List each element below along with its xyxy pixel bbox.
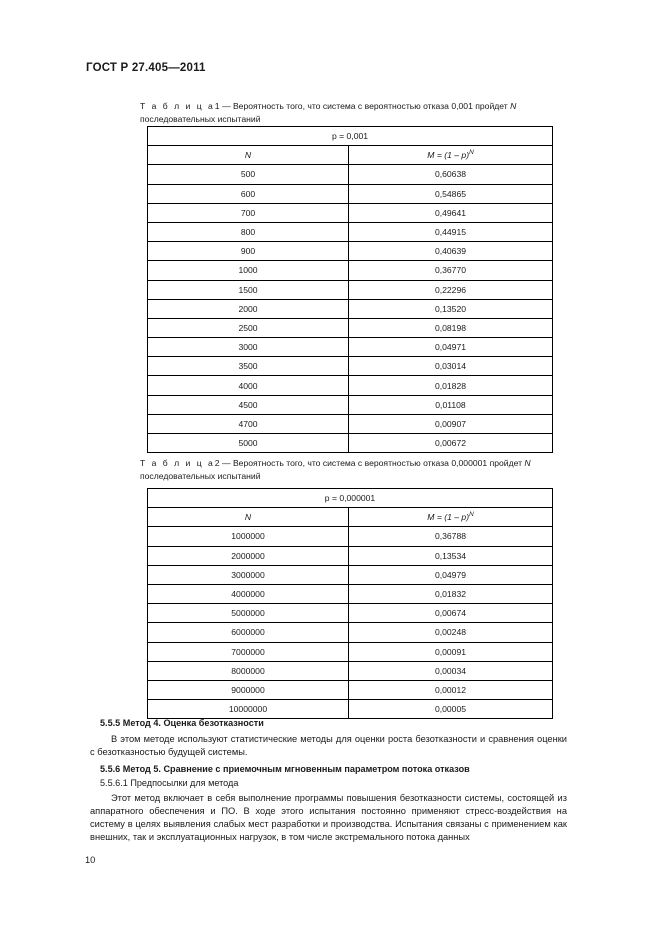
table-cell-n: 2500 [148, 318, 349, 337]
table-cell-n: 4700 [148, 414, 349, 433]
table-row [148, 414, 553, 433]
table-cell-n: 4000 [148, 376, 349, 395]
table-row [148, 127, 553, 146]
section-heading-5-5-6: 5.5.6 Метод 5. Сравнение с приемочным мгновенным параметром потока отказов [100, 764, 470, 774]
table-row [148, 642, 553, 661]
table-cell-n: 4000000 [148, 584, 349, 603]
table-cell-m: 0,40639 [349, 242, 553, 261]
table-2-title-cell: p = 0,000001 [148, 489, 553, 508]
table-cell-n: 700 [148, 203, 349, 222]
document-header: ГОСТ Р 27.405—2011 [86, 62, 206, 74]
table-cell-m: 0,01828 [349, 376, 553, 395]
table-cell-m: 0,44915 [349, 222, 553, 241]
table-row [148, 184, 553, 203]
table-row [148, 242, 553, 261]
table-row [148, 604, 553, 623]
table-cell-n: 1000 [148, 261, 349, 280]
table-cell-n: 9000000 [148, 680, 349, 699]
table-cell-n: 2000000 [148, 546, 349, 565]
table-cell-m: 0,00674 [349, 604, 553, 623]
table-row [148, 338, 553, 357]
table-cell-m: 0,01832 [349, 584, 553, 603]
section-subheading-5-5-6-1: 5.5.6.1 Предпосылки для метода [100, 778, 239, 788]
table-cell-m: 0,60638 [349, 165, 553, 184]
probability-table-2 [147, 488, 553, 719]
table-cell-m: 0,00091 [349, 642, 553, 661]
table-1-header-n: N [148, 146, 349, 165]
table-2-caption-text: — Вероятность того, что система с вероятностью отказа 0,000001 пройдет [221, 458, 525, 468]
table-row [148, 165, 553, 184]
table-row [148, 222, 553, 241]
page-number: 10 [85, 855, 96, 865]
table-cell-n: 3500 [148, 357, 349, 376]
table-cell-n: 900 [148, 242, 349, 261]
table-row [148, 546, 553, 565]
table-row [148, 376, 553, 395]
table-cell-n: 6000000 [148, 623, 349, 642]
table-cell-n: 8000000 [148, 661, 349, 680]
table-cell-n: 5000 [148, 434, 349, 453]
probability-table-1 [147, 126, 553, 453]
table-1-caption [140, 100, 560, 125]
table-1-caption-text: — Вероятность того, что система с вероятностью отказа 0,001 пройдет [221, 101, 511, 111]
table-cell-n: 3000000 [148, 565, 349, 584]
table-cell-n: 1000000 [148, 527, 349, 546]
table-row [148, 527, 553, 546]
table-cell-n: 7000000 [148, 642, 349, 661]
table-2-header-m-exponent: N [469, 511, 474, 519]
section-paragraph-5-5-6-1: Этот метод включает в себя выполнение программы повышения безотказности системы, состоящей из аппаратного обеспечения и ПО. В ходе этого испытания постоянно применяют стресс-воздействия на систему в целях выявления слабых мест разработки и производства. Испытания связаны с применением как внешних, так и эксплуатационных нагрузок, в том числе экстремального потока данных [90, 793, 567, 843]
table-cell-m: 0,04971 [349, 338, 553, 357]
table-row [148, 508, 553, 527]
table-1-caption-label: Т а б л и ц а [140, 101, 215, 111]
table-cell-m: 0,36770 [349, 261, 553, 280]
table-row [148, 565, 553, 584]
table-2-header-m [349, 508, 553, 527]
table-cell-m: 0,00248 [349, 623, 553, 642]
table-row [148, 318, 553, 337]
table-2-caption [140, 457, 560, 482]
table-row [148, 395, 553, 414]
section-heading-5-5-5: 5.5.5 Метод 4. Оценка безотказности [100, 718, 264, 728]
table-cell-m: 0,04979 [349, 565, 553, 584]
table-cell-m: 0,03014 [349, 357, 553, 376]
table-cell-n: 1500 [148, 280, 349, 299]
table-2-caption-label: Т а б л и ц а [140, 458, 215, 468]
table-row [148, 434, 553, 453]
table-row [148, 623, 553, 642]
table-cell-n: 600 [148, 184, 349, 203]
table-row [148, 261, 553, 280]
table-cell-m: 0,13534 [349, 546, 553, 565]
table-1-header-m-base: M = (1 – p) [427, 150, 470, 161]
table-cell-m: 0,54865 [349, 184, 553, 203]
table-cell-m: 0,01108 [349, 395, 553, 414]
table-cell-m: 0,00034 [349, 661, 553, 680]
table-cell-m: 0,08198 [349, 318, 553, 337]
table-cell-n: 3000 [148, 338, 349, 357]
table-1-caption-italic: N [510, 101, 517, 111]
table-1-header-m-exponent: N [469, 149, 474, 157]
table-cell-m: 0,00012 [349, 680, 553, 699]
section-paragraph-5-5-5: В этом методе используют статистические методы для оценки роста безотказности и сравнения оценки с безотказностью будущей системы. [90, 734, 567, 758]
table-row [148, 489, 553, 508]
table-cell-n: 5000000 [148, 604, 349, 623]
table-2-header-n: N [148, 508, 349, 527]
table-row [148, 280, 553, 299]
table-row [148, 680, 553, 699]
table-cell-n: 4500 [148, 395, 349, 414]
table-cell-m: 0,00907 [349, 414, 553, 433]
table-cell-n: 10000000 [148, 700, 349, 719]
table-row [148, 700, 553, 719]
table-1-header-m [349, 146, 553, 165]
table-2-caption-line2: последовательных испытаний [140, 470, 261, 481]
table-1-caption-number: 1 [214, 101, 220, 111]
table-row [148, 299, 553, 318]
table-cell-m: 0,49641 [349, 203, 553, 222]
table-cell-n: 500 [148, 165, 349, 184]
table-row [148, 661, 553, 680]
table-2-caption-italic: N [524, 458, 531, 468]
table-2-header-m-base: M = (1 – p) [427, 512, 470, 523]
table-1-caption-line2: последовательных испытаний [140, 113, 261, 124]
table-row [148, 203, 553, 222]
table-1-title-cell: p = 0,001 [148, 127, 553, 146]
table-row [148, 584, 553, 603]
table-cell-m: 0,13520 [349, 299, 553, 318]
table-row [148, 146, 553, 165]
table-cell-m: 0,00672 [349, 434, 553, 453]
table-cell-m: 0,00005 [349, 700, 553, 719]
table-cell-m: 0,36788 [349, 527, 553, 546]
table-cell-m: 0,22296 [349, 280, 553, 299]
table-row [148, 357, 553, 376]
table-cell-n: 2000 [148, 299, 349, 318]
table-2-caption-number: 2 [214, 458, 220, 468]
table-cell-n: 800 [148, 222, 349, 241]
